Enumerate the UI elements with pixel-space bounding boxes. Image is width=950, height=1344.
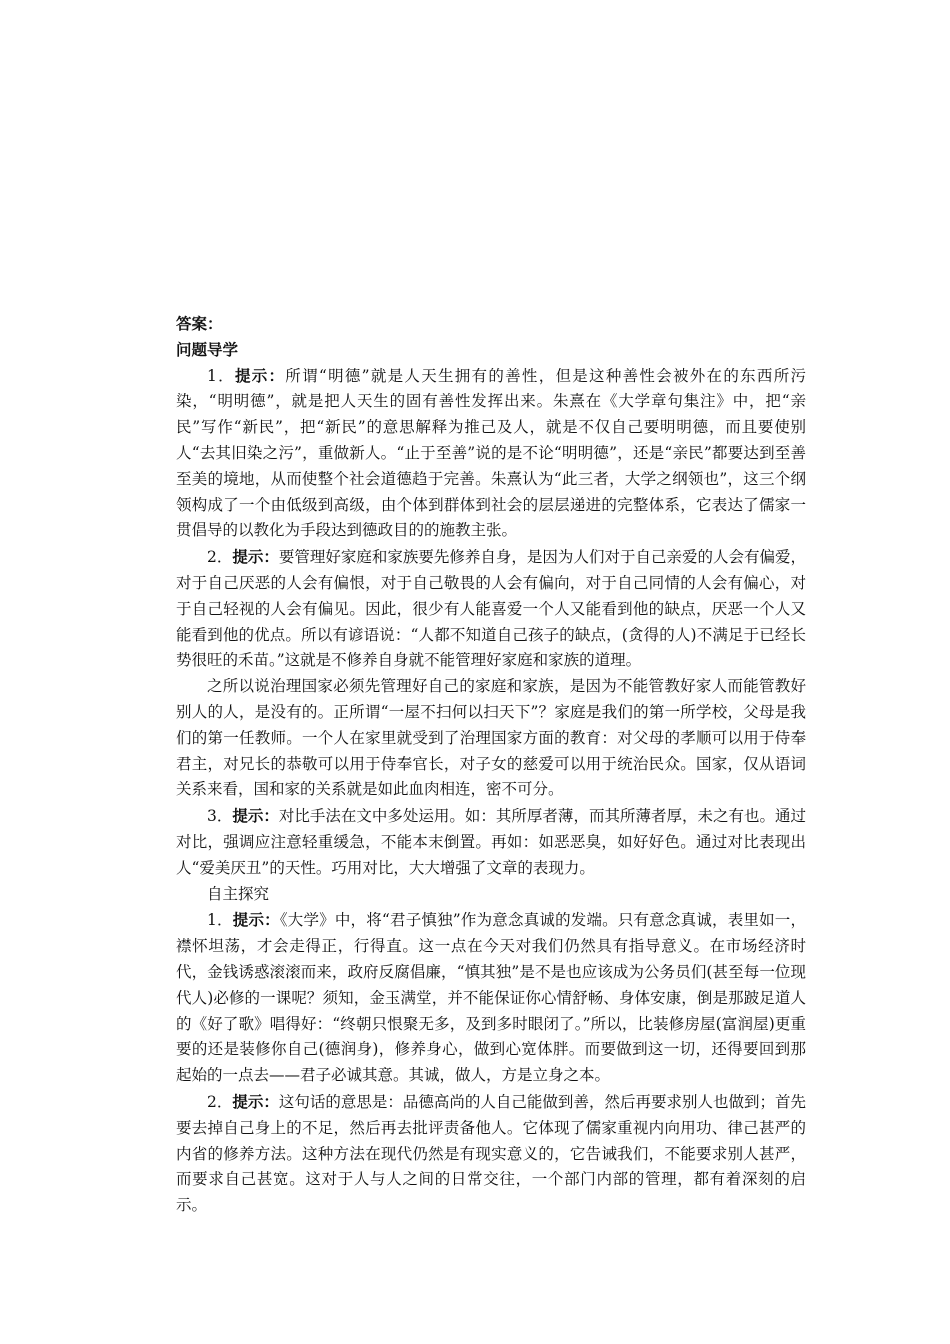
answer-document	[176, 311, 806, 1219]
guided-answer-2	[176, 544, 806, 674]
item-number: 3．	[207, 807, 233, 826]
exploration-answer-1	[176, 907, 806, 1089]
hint-label: 提示：	[232, 806, 279, 826]
answer-text: 《大学》中，将“君子慎独”作为意念真诚的发端。只有意念真诚，表里如一，襟怀坦荡，才会走得正，行得直。这一点在今天对我们仍然具有指导意义。在市场经济时代，金钱诱惑滚滚而来，政府反腐倡廉，“慎其独”是不是也应该成为公务员们(甚至每一位现代人)必修的一课呢？须知，金玉满堂，并不能保证你心情舒畅、身体安康，倒是那跛足道人的《好了歌》唱得好：“终朝只恨聚无多，及到多时眼闭了。”所以，比装修房屋(富润屋)更重要的还是装修你自己(德润身)，修养身心，做到心宽体胖。而要做到这一切，还得要回到那起始的一点去——君子必诚其意。其诚，做人，方是立身之本。	[176, 911, 806, 1085]
answer-text: 要管理好家庭和家族要先修养自身，是因为人们对于自己亲爱的人会有偏爱，对于自己厌恶的人会有偏恨，对于自己敬畏的人会有偏向，对于自己同情的人会有偏心，对于自己轻视的人会有偏见。因此，很少有人能喜爱一个人又能看到他的缺点，厌恶一个人又能看到他的优点。所以有谚语说：“人都不知道自己孩子的缺点，(贪得的人)不满足于已经长势很旺的禾苗。”这就是不修养自身就不能管理好家庭和家族的道理。	[176, 548, 806, 670]
guided-answer-1	[176, 363, 806, 545]
guided-answer-3	[176, 803, 806, 881]
answer-text: 对比手法在文中多处运用。如：其所厚者薄，而其所薄者厚，未之有也。通过对比，强调应注意轻重缓急，不能本末倒置。再如：如恶恶臭，如好好色。通过对比表现出人“爱美厌丑”的天性。巧用对比，大大增强了文章的表现力。	[176, 807, 806, 877]
item-number: 2．	[207, 1092, 233, 1111]
answer-text: 这句话的意思是：品德高尚的人自己能做到善，然后再要求别人也做到；首先要去掉自己身上的不足，然后再去批评责备他人。它体现了儒家重视内向用功、律己甚严的内省的修养方法。这种方法在现代仍然是有现实意义的，它告诫我们，不能要求别人甚严，而要求自己甚宽。这对于人与人之间的日常交往，一个部门内部的管理，都有着深刻的启示。	[176, 1092, 806, 1215]
answer-heading: 答案：	[176, 314, 223, 333]
item-number: 2．	[207, 548, 233, 567]
section-title-self-exploration: 自主探究	[207, 884, 270, 903]
section-title-guided-questions: 问题导学	[176, 339, 239, 359]
item-number: 1．	[207, 366, 235, 385]
hint-label: 提示：	[232, 1091, 279, 1111]
hint-label: 提示：	[232, 547, 279, 567]
answer-text: 所谓“明德”就是人天生拥有的善性，但是这种善性会被外在的东西所污染，“明明德”，就是把人天生的固有善性发挥出来。朱熹在《大学章句集注》中，把“亲民”写作“新民”，把“新民”的意思解释为推己及人，就是不仅自己要明明德，而且要使别人“去其旧染之污”，重做新人。“止于至善”说的是不论“明明德”，还是“亲民”都要达到至善至美的境地，从而使整个社会道德趋于完善。朱熹认为“此三者，大学之纲领也”，这三个纲领构成了一个由低级到高级，由个体到群体到社会的层层递进的完整体系，它表达了儒家一贯倡导的以教化为手段达到德政目的的施教主张。	[176, 366, 806, 540]
hint-label: 提示：	[232, 910, 280, 930]
exploration-answer-2	[176, 1089, 806, 1219]
hint-label: 提示：	[234, 365, 286, 385]
answer-text: 之所以说治理国家必须先管理好自己的家庭和家族，是因为不能管教好家人而能管教好别人的人，是没有的。正所谓“一屋不扫何以扫天下”？家庭是我们的第一所学校，父母是我们的第一任教师。一个人在家里就受到了治理国家方面的教育：对父母的孝顺可以用于侍奉君主，对兄长的恭敬可以用于侍奉官长，对子女的慈爱可以用于统治民众。国家，仅从语词关系来看，国和家的关系就是如此血肉相连，密不可分。	[176, 677, 806, 799]
guided-answer-2-continued	[176, 674, 806, 803]
item-number: 1．	[207, 911, 233, 930]
